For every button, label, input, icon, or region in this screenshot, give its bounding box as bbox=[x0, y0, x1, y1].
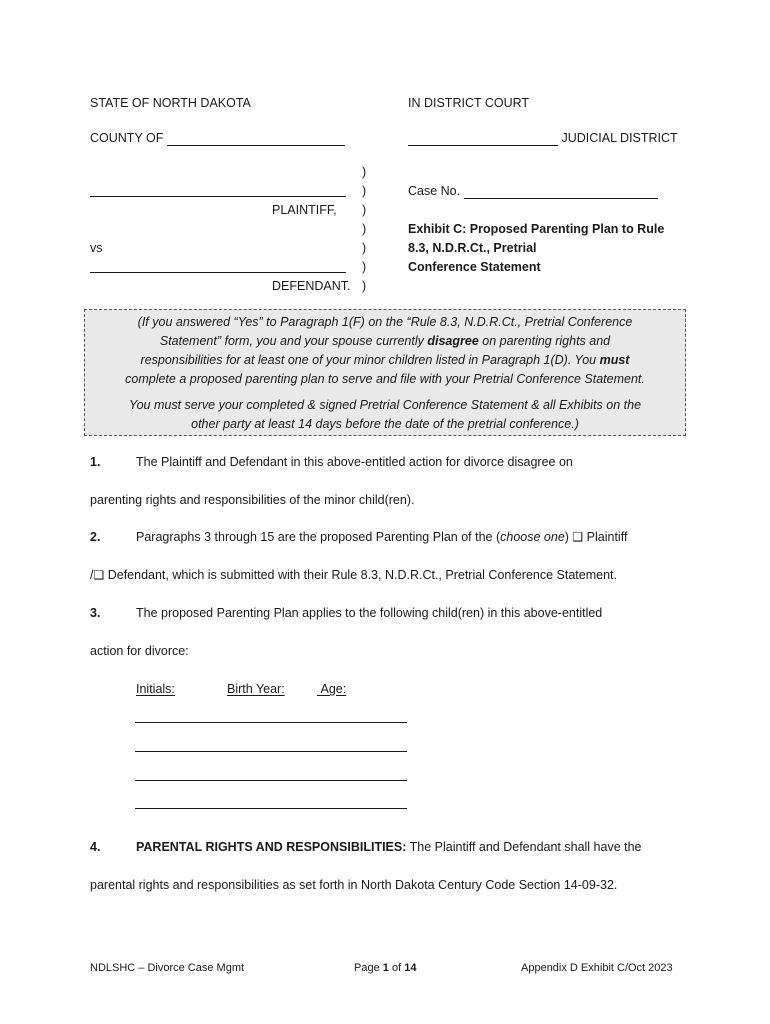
plaintiff-name-field[interactable] bbox=[90, 196, 346, 197]
paragraph-4-text: parental rights and responsibilities as set forth in North Dakota Century Code Section 14-09-32. bbox=[90, 878, 618, 892]
caption-paren: ) bbox=[362, 203, 367, 217]
caption-paren: ) bbox=[362, 165, 367, 179]
defendant-name-field[interactable] bbox=[90, 272, 346, 273]
caption-paren: ) bbox=[362, 241, 367, 255]
notice-line: complete a proposed parenting plan to serve and file with your Pretrial Conference Statement. bbox=[125, 372, 645, 386]
vs-label: vs bbox=[90, 241, 103, 255]
child-entry-line[interactable] bbox=[135, 751, 407, 752]
footer-page-number: Page 1 of 14 bbox=[354, 962, 417, 974]
footer-left: NDLSHC – Divorce Case Mgmt bbox=[90, 962, 245, 974]
exhibit-title-line3: Conference Statement bbox=[408, 260, 541, 274]
defendant-label: DEFENDANT. bbox=[272, 279, 351, 293]
paragraph-2-text: Paragraphs 3 through 15 are the proposed Parenting Plan of the (choose one) ❑ Plaintiff bbox=[136, 530, 628, 544]
caption-paren: ) bbox=[362, 222, 367, 236]
paragraph-number: 2. bbox=[90, 530, 101, 544]
district-field[interactable] bbox=[408, 131, 558, 146]
notice-line: other party at least 14 days before the date of the pretrial conference.) bbox=[191, 417, 579, 431]
exhibit-title-line1: Exhibit C: Proposed Parenting Plan to Rule bbox=[408, 222, 665, 236]
column-birth-year: Birth Year: bbox=[227, 682, 285, 696]
paragraph-3-text: action for divorce: bbox=[90, 644, 189, 658]
paragraph-number: 4. bbox=[90, 840, 101, 854]
child-entry-line[interactable] bbox=[135, 722, 407, 723]
child-entry-line[interactable] bbox=[135, 780, 407, 781]
case-no-label: Case No. bbox=[408, 184, 461, 198]
county-label: COUNTY OF bbox=[90, 131, 164, 145]
paragraph-4-text: PARENTAL RIGHTS AND RESPONSIBILITIES: The Plaintiff and Defendant shall have the bbox=[136, 840, 642, 854]
column-initials: Initials: bbox=[136, 682, 175, 696]
paragraph-3-text: The proposed Parenting Plan applies to the following child(ren) in this above-entitled bbox=[136, 606, 603, 620]
paragraph-1-text: The Plaintiff and Defendant in this above-entitled action for divorce disagree on bbox=[136, 455, 573, 469]
notice-line: Statement” form, you and your spouse currently disagree on parenting rights and bbox=[159, 334, 611, 348]
instructions-notice-box bbox=[84, 309, 686, 436]
case-no-line bbox=[408, 184, 658, 199]
case-no-field[interactable] bbox=[464, 184, 658, 199]
district-line bbox=[408, 131, 678, 146]
court-label: IN DISTRICT COURT bbox=[408, 96, 530, 110]
child-entry-line[interactable] bbox=[135, 808, 407, 809]
exhibit-title-line2: 8.3, N.D.R.Ct., Pretrial bbox=[408, 241, 537, 255]
caption-paren: ) bbox=[362, 260, 367, 274]
caption-paren: ) bbox=[362, 184, 367, 198]
county-line bbox=[90, 131, 345, 146]
caption-paren: ) bbox=[362, 279, 367, 293]
paragraph-2-text: /❑ Defendant, which is submitted with their Rule 8.3, N.D.R.Ct., Pretrial Conference Statement. bbox=[90, 568, 617, 582]
plaintiff-checkbox[interactable]: ❑ bbox=[572, 530, 584, 544]
notice-line: You must serve your completed & signed Pretrial Conference Statement & all Exhibits on the bbox=[128, 398, 642, 412]
paragraph-number: 3. bbox=[90, 606, 101, 620]
notice-line: (If you answered “Yes” to Paragraph 1(F) on the “Rule 8.3, N.D.R.Ct., Pretrial Conference bbox=[137, 315, 633, 329]
defendant-checkbox[interactable]: ❑ bbox=[93, 568, 105, 582]
county-field[interactable] bbox=[167, 131, 345, 146]
plaintiff-label: PLAINTIFF, bbox=[272, 203, 337, 217]
notice-line: responsibilities for at least one of your minor children listed in Paragraph 1(D). You must bbox=[140, 353, 630, 367]
column-age: Age: bbox=[320, 682, 347, 696]
paragraph-1-text: parenting rights and responsibilities of the minor child(ren). bbox=[90, 493, 415, 507]
district-label: JUDICIAL DISTRICT bbox=[561, 131, 678, 145]
footer-right: Appendix D Exhibit C/Oct 2023 bbox=[521, 962, 673, 974]
paragraph-number: 1. bbox=[90, 455, 101, 469]
state-label: STATE OF NORTH DAKOTA bbox=[90, 96, 251, 110]
